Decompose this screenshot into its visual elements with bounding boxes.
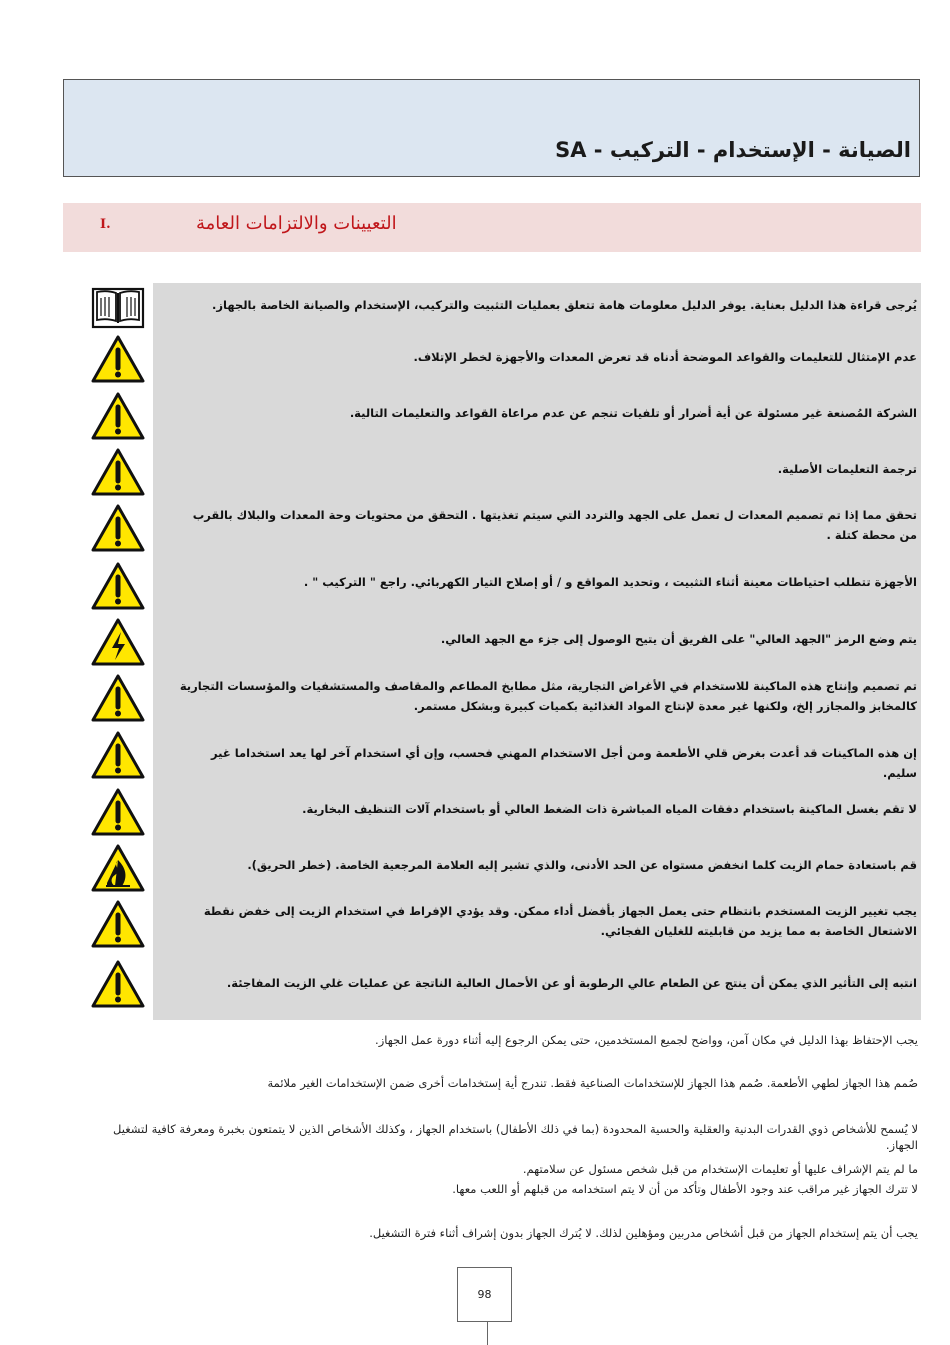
section-title: التعيينات والالتزامات العامة <box>196 213 397 234</box>
paragraph: لا يُسمح للأشخاص ذوي القدرات البدنية والعقلية والحسية المحدودة (بما في ذلك الأطفال) باستخدام الجهاز ، وكذلك الأشخاص الذين لا يتمتعون بخبرة ومعرفة كافية لتشغيل الجهاز. <box>113 1122 918 1152</box>
warning-text: الشركة المُصنعة غير مسئولة عن أية أضرار أو تلفيات تنجم عن عدم مراعاة القواعد والتعليمات التالية. <box>349 406 917 420</box>
manual-book-icon <box>90 283 146 333</box>
page-number: 98 <box>457 1267 512 1322</box>
paragraph: صُمم هذا الجهاز لطهي الأطعمة. صُمم هذا الجهاز للإستخدامات الصناعية فقط. تندرج أية إستخدامات أخرى ضمن الإستخدامات الغير ملائمة <box>267 1076 918 1090</box>
warning-triangle-icon <box>90 391 146 441</box>
page-number-line <box>487 1322 488 1345</box>
warning-triangle-icon <box>90 561 146 611</box>
warning-text: يتم وضع الرمز "الجهد العالي" على الفريق أن يتيح الوصول إلى جزء مع الجهد العالي. <box>440 632 917 646</box>
warning-triangle-icon <box>90 787 146 837</box>
warning-text: تم تصميم وإنتاج هذه الماكينة للاستخدام في الأغراض التجارية، مثل مطابخ المطاعم والمقاصف والمستشفيات والمؤسسات التجارية كالمخابز والمجازر إلخ، ولكنها غير معدة لإنتاج المواد الغذائية بكميات كبيرة وبشكل مستمر. <box>179 679 917 713</box>
page-title: الصيانة - الإستخدام - التركيب - SA <box>555 138 911 162</box>
high-voltage-icon <box>90 617 146 667</box>
warning-triangle-icon <box>90 503 146 553</box>
warning-text: يُرجى قراءة هذا الدليل بعناية. يوفر الدليل معلومات هامة تتعلق بعمليات التثبيت والتركيب، الإستخدام والصيانة الخاصة بالجهاز. <box>212 298 917 312</box>
warning-text: تحقق مما إذا تم تصميم المعدات ل تعمل على الجهد والتردد التي سيتم تغذيتها . التحقق من محتويات وحة المعدات والبلاك بالقرب من محطة كتلة . <box>192 508 917 542</box>
paragraph: يجب الإحتفاظ بهذا الدليل في مكان آمن، وواضح لجميع المستخدمين، حتى يمكن الرجوع إليه أثناء دورة عمل الجهاز. <box>375 1033 918 1047</box>
paragraph: ما لم يتم الإشراف عليها أو تعليمات الإستخدام من قبل شخص مسئول عن سلامتهم. <box>522 1162 918 1176</box>
warning-triangle-icon <box>90 673 146 723</box>
paragraph: لا تترك الجهاز غير مراقب عند وجود الأطفال وتأكد من أن لا يتم استخدامه من قبلهم أو اللعب معها. <box>452 1182 918 1196</box>
warning-triangle-icon <box>90 334 146 384</box>
warning-text: ترجمة التعليمات الأصلية. <box>777 462 917 476</box>
section-heading <box>63 203 921 252</box>
section-number: I. <box>100 217 111 232</box>
warning-triangle-icon <box>90 959 146 1009</box>
warnings-panel <box>153 283 921 1020</box>
warning-triangle-icon <box>90 447 146 497</box>
fire-hazard-icon <box>90 843 146 893</box>
paragraph: يجب أن يتم إستخدام الجهاز من قبل أشخاص مدربين ومؤهلين لذلك. لا يُترك الجهاز بدون إشراف أثناء فترة التشغيل. <box>369 1226 918 1240</box>
warning-text: انتبه إلى التأثير الذي يمكن أن ينتج عن الطعام عالي الرطوبة أو عن الأحمال العالية الناتجة عن عمليات غلي الزيت المفاجئة. <box>226 976 917 990</box>
warning-triangle-icon <box>90 899 146 949</box>
warning-text: لا تقم بغسل الماكينة باستخدام دفقات المياه المباشرة ذات الضغط العالي أو باستخدام آلات التنظيف البخارية. <box>302 802 917 816</box>
header-box <box>63 79 920 177</box>
warning-text: يجب تغيير الزيت المستخدم بانتظام حتى يعمل الجهاز بأفضل أداء ممكن. وقد يؤدي الإفراط في استخدام الزيت إلى خفض نقطة الاشتعال الخاصة به مما يزيد من قابليته للغليان الفجائي. <box>203 904 917 938</box>
warning-text: إن هذه الماكينات قد أعدت بغرض قلي الأطعمة ومن أجل الاستخدام المهني فحسب، وإن أي استخدام آخر لها يعد استخداما غير سليم. <box>211 746 917 780</box>
warning-triangle-icon <box>90 730 146 780</box>
warning-text: الأجهزة تتطلب احتياطات معينة أثناء التثبيت ، وتحديد المواقع و / أو إصلاح التيار الكهربائي. راجع " التركيب " . <box>303 575 917 589</box>
warning-text: عدم الإمتثال للتعليمات والقواعد الموضحة أدناه قد تعرض المعدات والأجهزة لخطر الإتلاف. <box>413 350 917 364</box>
warning-text: قم باستعادة حمام الزيت كلما انخفض مستواه عن الحد الأدنى، والذي تشير إليه العلامة المرجعية الخاصة. (خطر الحريق). <box>247 858 917 872</box>
